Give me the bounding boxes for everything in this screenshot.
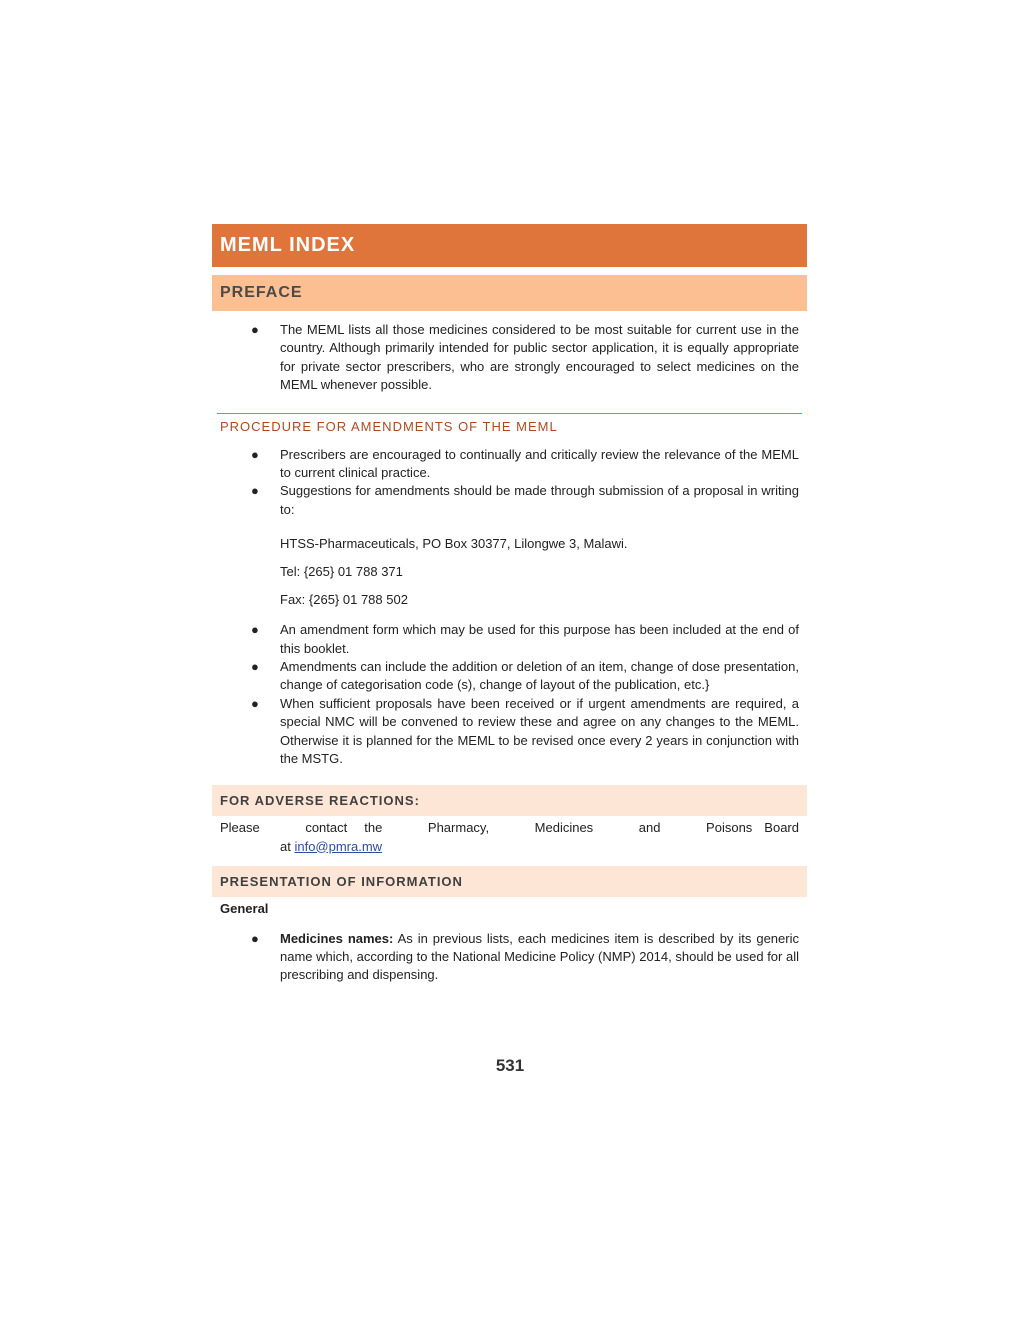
bullet-icon: ● [251,483,259,499]
list-item: ● An amendment form which may be used for this purpose has been included at the end of this booklet. [251,622,799,656]
adverse-reactions-heading: FOR ADVERSE REACTIONS: [220,792,420,808]
page-title: MEML INDEX [220,234,356,256]
list-item: ● The MEML lists all those medicines considered to be most suitable for current use in the country. Although primarily intended for public sector application, it is equally appropriate for private sector prescribers, who are strongly encouraged to select medicines on the MEML whenever possible. [251,322,799,393]
bullet-icon: ● [251,622,259,638]
preface-bullet-list [212,321,807,395]
email-link[interactable]: info@pmra.mw [294,838,383,854]
page-content [212,224,807,985]
contact-word: Please [220,819,260,835]
preface-heading: PREFACE [220,284,303,301]
contact-word: Board [764,819,799,835]
presentation-heading: PRESENTATION OF INFORMATION [220,873,463,889]
medicines-names-text: As in previous lists, each medicines item is described by its generic name which, according to the National Medicine Policy (NMP) 2014, should be used for all prescribing and dispensing. [280,930,799,983]
list-item: ● When sufficient proposals have been received or if urgent amendments are required, a special NMC will be convened to review these and agree on any changes to the MEML. Otherwise it is planned for the MEML to be revised once every 2 years in conjunction with the MSTG. [251,695,799,767]
list-item [212,930,807,985]
contact-word: Poisons [706,819,753,835]
list-item: ● Prescribers are encouraged to continually and critically review the relevance of the MEML to current clinical practice. [251,446,799,481]
preface-banner [212,275,807,311]
title-banner [212,224,807,267]
fax-line: Fax: {265} 01 788 502 [280,592,408,608]
address-line: HTSS-Pharmaceuticals, PO Box 30377, Lilongwe 3, Malawi. [280,536,628,552]
list-item: ● Amendments can include the addition or deletion of an item, change of dose presentation, change of categorisation code (s), change of layout of the publication, etc.} [251,659,799,693]
contact-word: Medicines [534,819,594,835]
bullet-icon: ● [251,446,259,462]
adverse-email-line [212,837,807,857]
at-label: at [280,838,291,854]
contact-word: and [638,819,661,835]
contact-word-group [305,819,382,837]
contact-word: Pharmacy, [427,819,490,835]
bullet-icon: ● [251,930,259,946]
general-subheading: General [220,900,269,916]
medicines-names-label: Medicines names: [280,930,394,946]
page-number: 531 [495,1056,525,1075]
tel-line: Tel: {265} 01 788 371 [280,564,403,580]
presentation-banner [212,866,807,897]
bullet-icon: ● [251,695,259,711]
contact-word: contact [305,819,348,835]
bullet-icon: ● [251,322,259,337]
contact-word: the [364,819,383,835]
bullet-icon: ● [251,659,259,675]
adverse-reactions-banner [212,785,807,816]
adverse-contact-line [212,819,807,837]
procedure-heading: PROCEDURE FOR AMENDMENTS OF THE MEML [217,413,802,434]
presentation-bullet-list [212,930,807,985]
contact-word-group [706,819,799,837]
procedure-bullet-list-a [212,446,807,520]
procedure-bullet-list-b [212,621,807,768]
list-item: ● Suggestions for amendments should be made through submission of a proposal in writing to: [251,483,799,517]
